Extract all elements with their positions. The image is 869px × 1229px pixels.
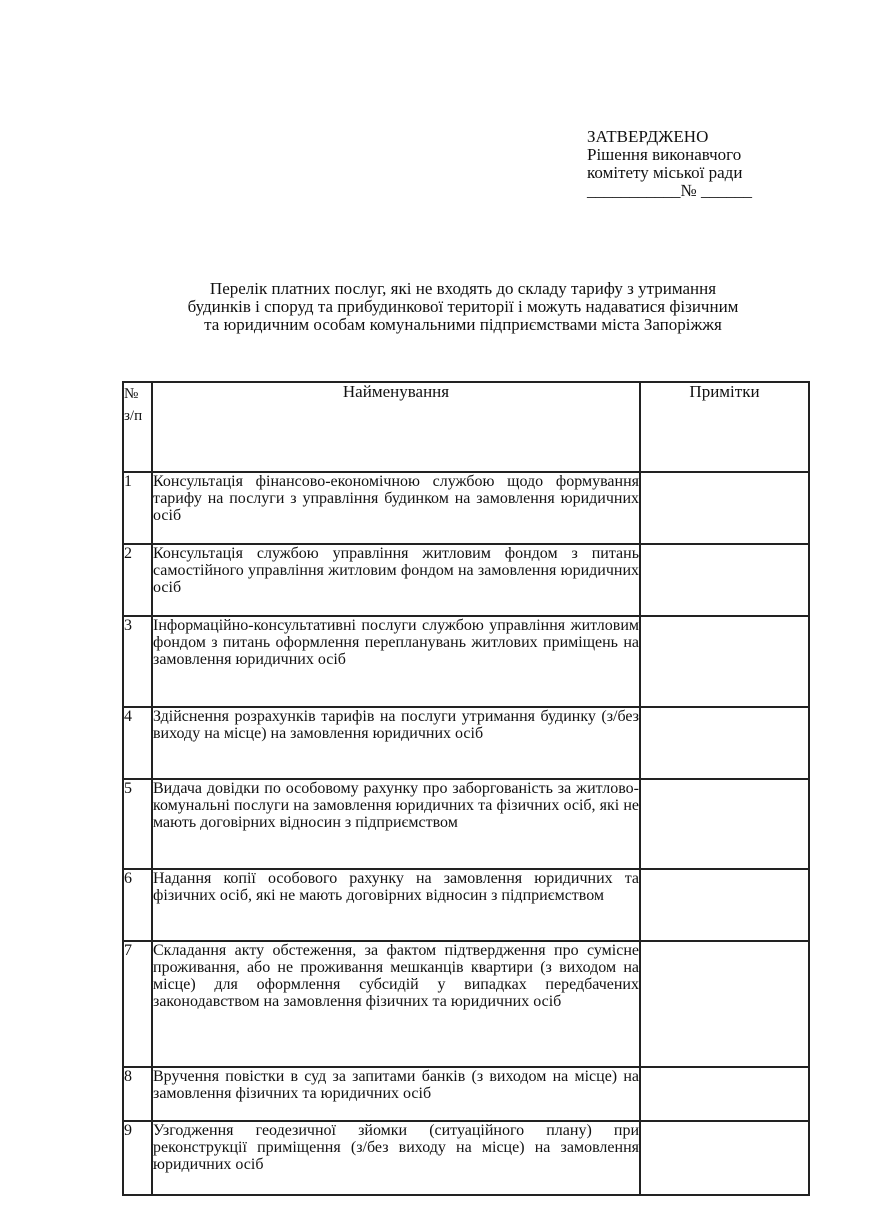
row-number: 8: [123, 1067, 152, 1121]
services-table: [122, 381, 810, 1196]
table-row: [123, 707, 809, 779]
table-header-row: [123, 382, 809, 472]
row-notes: [640, 1121, 809, 1195]
table-row: [123, 1121, 809, 1195]
row-number: 4: [123, 707, 152, 779]
row-number: 9: [123, 1121, 152, 1195]
row-number: 1: [123, 472, 152, 544]
table-row: [123, 544, 809, 616]
title-line: та юридичним особам комунальними підприємствами міста Запоріжжя: [204, 315, 722, 334]
table-row: [123, 869, 809, 941]
row-number: 2: [123, 544, 152, 616]
header-number-sign: №: [124, 386, 139, 402]
row-service-name: Вручення повістки в суд за запитами банків (з виходом на місце) на замовлення фізичних та юридичних осіб: [152, 1067, 640, 1121]
row-notes: [640, 544, 809, 616]
title-line: Перелік платних послуг, які не входять до складу тарифу з утримання: [209, 279, 717, 298]
row-service-name: Надання копії особового рахунку на замовлення юридичних та фізичних осіб, які не мають договірних відносин з підприємством: [152, 869, 640, 941]
approval-stamp: [587, 128, 752, 200]
table-row: [123, 1067, 809, 1121]
table-row: [123, 779, 809, 869]
row-notes: [640, 616, 809, 707]
row-number: 6: [123, 869, 152, 941]
header-number: [123, 382, 152, 472]
header-notes: Примітки: [640, 382, 809, 472]
approval-number-line: ___________№ ______: [587, 181, 752, 200]
row-service-name: Видача довідки по особовому рахунку про заборгованість за житлово-комунальні послуги на замовлення юридичних та фізичних осіб, які не мають договірних відносин з підприємством: [152, 779, 640, 869]
approval-committee: комітету міської ради: [587, 163, 743, 182]
row-service-name: Здійснення розрахунків тарифів на послуги утримання будинку (з/без виходу на місце) на замовлення юридичних осіб: [152, 707, 640, 779]
table-row: [123, 472, 809, 544]
row-notes: [640, 941, 809, 1067]
table-row: [123, 616, 809, 707]
row-service-name: Інформаційно-консультативні послуги службою управління житловим фондом з питань оформлення перепланувань житлових приміщень на замовлення юридичних осіб: [152, 616, 640, 707]
row-number: 5: [123, 779, 152, 869]
row-notes: [640, 1067, 809, 1121]
row-service-name: Консультація фінансово-економічною службою щодо формування тарифу на послуги з управління будинком на замовлення юридичних осіб: [152, 472, 640, 544]
row-notes: [640, 869, 809, 941]
row-notes: [640, 472, 809, 544]
title-line: будинків і споруд та прибудинкової території і можуть надаватися фізичним: [187, 297, 739, 316]
row-number: 3: [123, 616, 152, 707]
row-service-name: Консультація службою управління житловим фондом з питань самостійного управління житловим фондом на замовлення юридичних осіб: [152, 544, 640, 616]
approval-heading: ЗАТВЕРДЖЕНО: [587, 127, 709, 146]
header-number-abbr: з/п: [124, 408, 143, 424]
row-notes: [640, 707, 809, 779]
row-notes: [640, 779, 809, 869]
document-title: [118, 280, 808, 334]
header-name: Найменування: [152, 382, 640, 472]
approval-decision: Рішення виконавчого: [587, 145, 742, 164]
table-row: [123, 941, 809, 1067]
row-service-name: Узгодження геодезичної зйомки (ситуаційного плану) при реконструкції приміщення (з/без виходу на місце) на замовлення юридичних осіб: [152, 1121, 640, 1195]
row-service-name: Складання акту обстеження, за фактом підтвердження про сумісне проживання, або не проживання мешканців квартири (з виходом на місце) для оформлення субсидій у випадках передбачених законодавством на замовлення фізичних та юридичних осіб: [152, 941, 640, 1067]
row-number: 7: [123, 941, 152, 1067]
